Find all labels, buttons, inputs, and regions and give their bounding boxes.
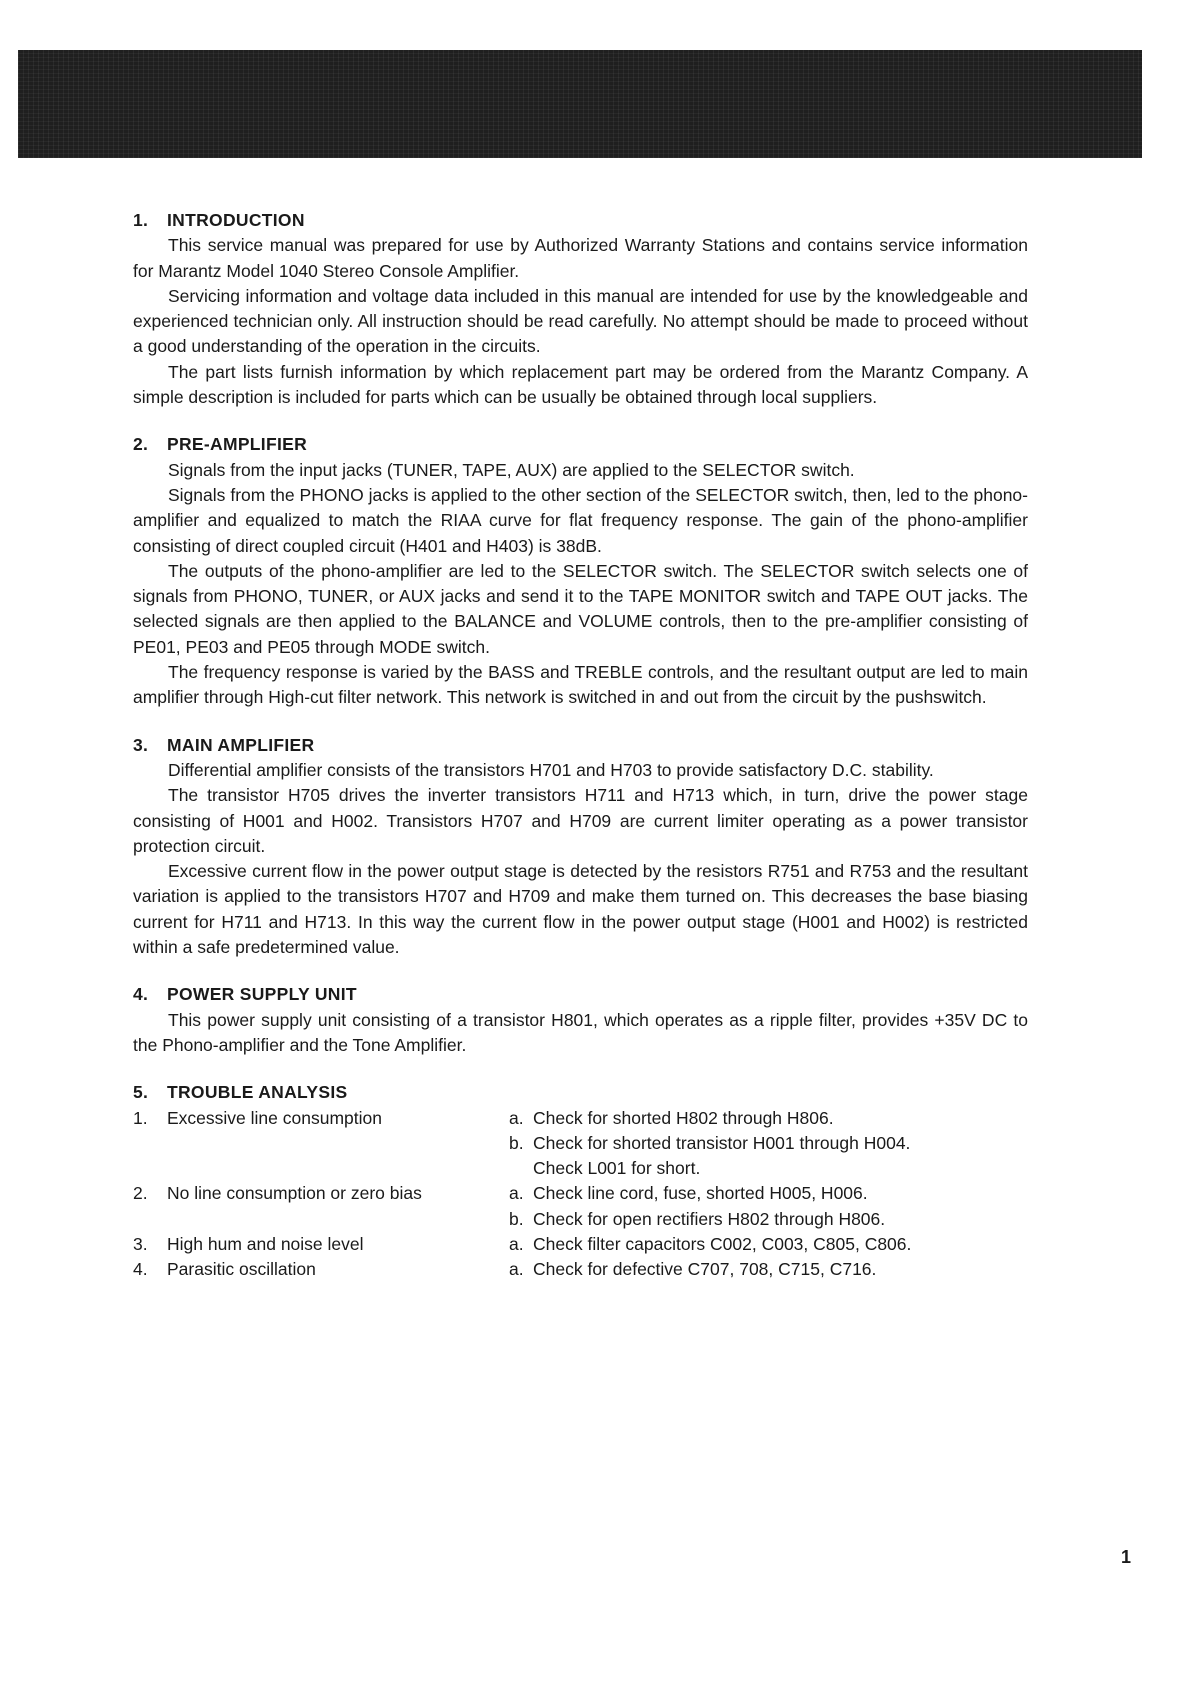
document-body [133,208,1028,1305]
check-text: Check for shorted H802 through H806. [533,1107,834,1128]
page-number: 1 [1121,1547,1132,1567]
section-power-supply [133,982,1028,1058]
section-heading: INTRODUCTION [167,210,305,230]
check-item [509,1106,1028,1131]
paragraph: The transistor H705 drives the inverter transistors H711 and H713 which, in turn, drive the power stage consisting of H001 and H002. Transistors H707 and H709 are current limiter operating as a power transistor protection circuit. [133,785,1028,856]
check-letter: a. [509,1183,524,1204]
section-title [133,733,1028,758]
check-letter: a. [509,1233,524,1254]
section-number: 4. [133,984,149,1005]
paragraph: Servicing information and voltage data included in this manual are intended for use by the knowledgeable and experienced technician only. All instruction should be read carefully. No attempt should be made to proceed without a good understanding of the operation in the circuits. [133,285,1028,357]
check-text: Check filter capacitors C002, C003, C805, C806. [533,1233,912,1254]
paragraph: Signals from the PHONO jacks is applied to the other section of the SELECTOR switch, then, led to the phono-amplifier and equalized to match the RIAA curve for flat frequency response. The gain of the phono-amplifier consisting of direct coupled circuit (H401 and H403) is 38dB. [133,484,1028,556]
check-continuation: Check L001 for short. [533,1158,701,1179]
paragraph: Differential amplifier consists of the transistors H701 and H703 to provide satisfactory D.C. stability. [168,759,934,780]
section-main-amplifier [133,733,1028,961]
symptom-number: 4. [133,1259,148,1280]
symptom-number: 3. [133,1233,148,1254]
paragraph: This power supply unit consisting of a transistor H801, which operates as a ripple filter, provides +35V DC to the Phono-amplifier and the Tone Amplifier. [133,1009,1028,1055]
trouble-checks [509,1232,1028,1257]
check-text: Check for shorted transistor H001 through H004. [533,1132,911,1153]
check-letter: b. [509,1132,524,1153]
section-title [133,208,1028,233]
trouble-table [133,1106,1028,1283]
check-item [509,1131,1028,1156]
trouble-checks [509,1181,1028,1232]
section-trouble-analysis [133,1080,1028,1282]
section-heading: TROUBLE ANALYSIS [167,1082,348,1103]
paragraph: This service manual was prepared for use by Authorized Warranty Stations and contains service information for Marantz Model 1040 Stereo Console Amplifier. [133,235,1028,281]
section-pre-amplifier [133,432,1028,710]
header-band [18,50,1142,158]
check-text: Check for defective C707, 708, C715, C716. [533,1259,877,1280]
check-item [509,1207,1028,1232]
trouble-symptom [133,1257,509,1282]
symptom-text: High hum and noise level [167,1233,364,1254]
section-title [133,432,1028,457]
check-letter: a. [509,1259,524,1280]
section-title [133,1080,1028,1105]
trouble-symptom [133,1181,509,1232]
section-heading: POWER SUPPLY UNIT [167,984,357,1005]
symptom-number: 2. [133,1183,148,1204]
section-introduction [133,208,1028,410]
section-heading: MAIN AMPLIFIER [167,734,315,755]
paragraph: The part lists furnish information by which replacement part may be ordered from the Marantz Company. A simple description is included for parts which can be usually be obtained through local suppliers. [133,361,1028,408]
check-text: Check line cord, fuse, shorted H005, H006. [533,1183,868,1204]
section-number: 2. [133,434,149,455]
section-title [133,982,1028,1007]
paragraph: Signals from the input jacks (TUNER, TAPE, AUX) are applied to the SELECTOR switch. [168,459,855,480]
symptom-text: Parasitic oscillation [167,1259,316,1280]
check-item [509,1232,1028,1257]
check-item [509,1181,1028,1206]
symptom-text: Excessive line consumption [167,1107,382,1128]
trouble-symptom [133,1232,509,1257]
section-heading: PRE-AMPLIFIER [167,434,308,455]
section-number: 3. [133,734,149,755]
section-number: 1. [133,210,149,230]
paragraph: The frequency response is varied by the BASS and TREBLE controls, and the resultant output are led to main amplifier through High-cut filter network. This network is switched in and out from the circuit by the pushswitch. [133,662,1028,708]
paragraph: The outputs of the phono-amplifier are led to the SELECTOR switch. The SELECTOR switch selects one of signals from PHONO, TUNER, or AUX jacks and send it to the TAPE MONITOR switch and TAPE OUT jacks. The selected signals are then applied to the BALANCE and VOLUME controls, then to the pre-amplifier consisting of PE01, PE03 and PE05 through MODE switch. [133,560,1028,657]
symptom-text: No line consumption or zero bias [167,1183,422,1204]
trouble-checks [509,1257,1028,1282]
section-number: 5. [133,1082,149,1103]
symptom-number: 1. [133,1107,148,1128]
check-letter: b. [509,1208,524,1229]
check-text: Check for open rectifiers H802 through H806. [533,1208,886,1229]
check-item [509,1257,1028,1282]
trouble-symptom [133,1106,509,1182]
paragraph: Excessive current flow in the power output stage is detected by the resistors R751 and R753 and the resultant variation is applied to the transistors H707 and H709 and make them turned on. This decreases the base biasing current for H711 and H713. In this way the current flow in the power output stage (H001 and H002) is restricted within a safe predetermined value. [133,861,1028,958]
trouble-checks [509,1106,1028,1182]
check-letter: a. [509,1107,524,1128]
